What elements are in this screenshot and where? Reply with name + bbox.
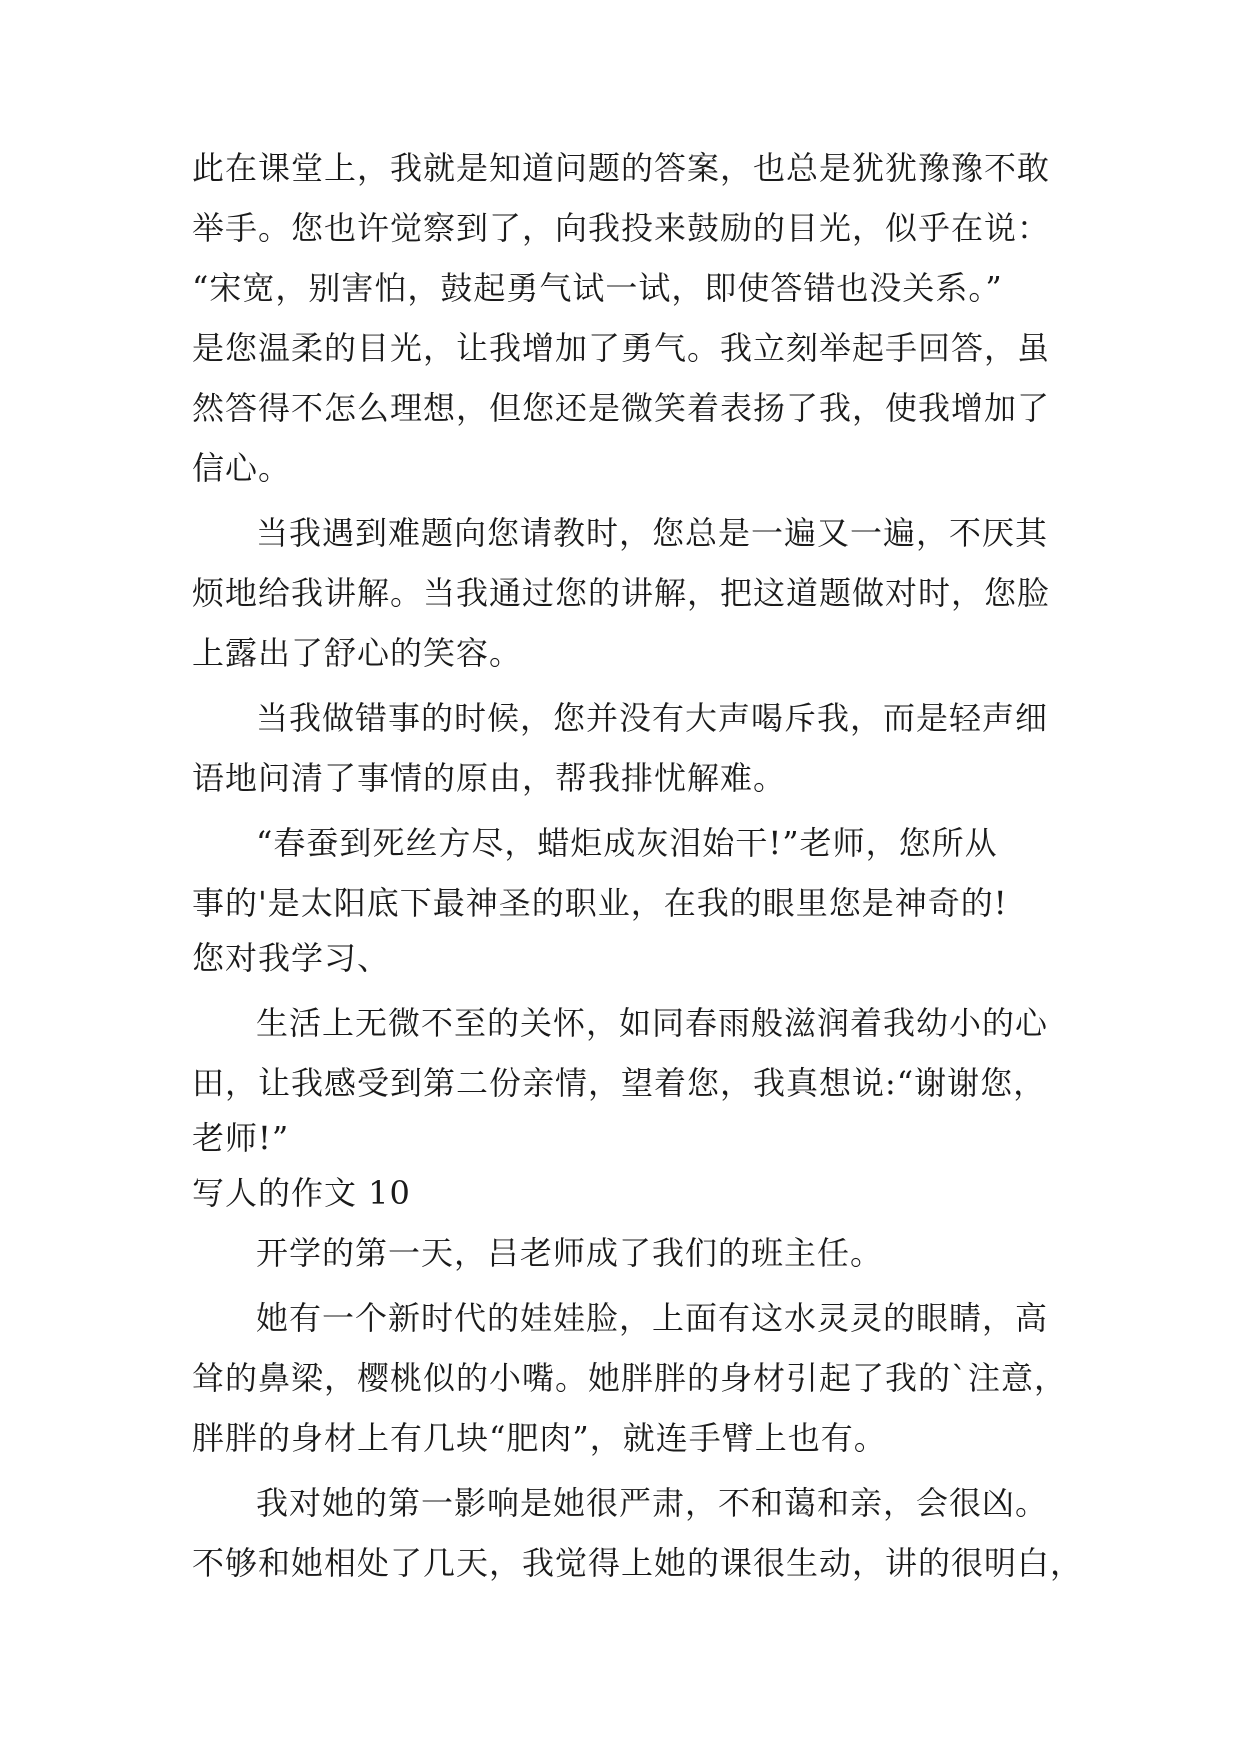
text-line: 生活上无微不至的关怀，如同春雨般滋润着我幼小的心 <box>256 1004 1049 1042</box>
text-line: 上露出了舒心的笑容。 <box>192 634 523 672</box>
text-line: 事的'是太阳底下最神圣的职业，在我的眼里您是神奇的! <box>192 884 1008 922</box>
text-line: 当我遇到难题向您请教时，您总是一遍又一遍，不厌其 <box>256 514 1049 552</box>
text-line: “春蚕到死丝方尽，蜡炬成灰泪始干!”老师，您所从 <box>256 824 998 862</box>
text-line: 此在课堂上，我就是知道问题的答案，也总是犹犹豫豫不敢 <box>192 149 1051 187</box>
text-line: 耸的鼻梁，樱桃似的小嘴。她胖胖的身材引起了我的`注意， <box>192 1359 1068 1397</box>
section-heading: 写人的作文 10 <box>192 1174 411 1212</box>
text-line: 是您温柔的目光，让我增加了勇气。我立刻举起手回答，虽 <box>192 329 1051 367</box>
text-line: 然答得不怎么理想，但您还是微笑着表扬了我，使我增加了 <box>192 389 1051 427</box>
text-line: 老师!” <box>192 1119 290 1157</box>
text-line: 胖胖的身材上有几块“肥肉”，就连手臂上也有。 <box>192 1419 887 1457</box>
text-line: 语地问清了事情的原由，帮我排忧解难。 <box>192 759 787 797</box>
text-line: “宋宽，别害怕，鼓起勇气试一试，即使答错也没关系。” <box>192 269 1003 307</box>
text-line: 不够和她相处了几天，我觉得上她的课很生动，讲的很明白， <box>192 1544 1084 1582</box>
text-line: 当我做错事的时候，您并没有大声喝斥我，而是轻声细 <box>256 699 1049 737</box>
text-line: 她有一个新时代的娃娃脸，上面有这水灵灵的眼睛，高 <box>256 1299 1049 1337</box>
text-line: 烦地给我讲解。当我通过您的讲解，把这道题做对时，您脸 <box>192 574 1051 612</box>
text-line: 田，让我感受到第二份亲情，望着您，我真想说:“谢谢您， <box>192 1064 1047 1102</box>
text-line: 我对她的第一影响是她很严肃，不和蔼和亲，会很凶。 <box>256 1484 1049 1522</box>
text-line: 信心。 <box>192 449 292 487</box>
text-line: 开学的第一天，吕老师成了我们的班主任。 <box>256 1234 884 1272</box>
text-line: 举手。您也许觉察到了，向我投来鼓励的目光，似乎在说： <box>192 209 1051 247</box>
text-line: 您对我学习、 <box>192 939 391 977</box>
